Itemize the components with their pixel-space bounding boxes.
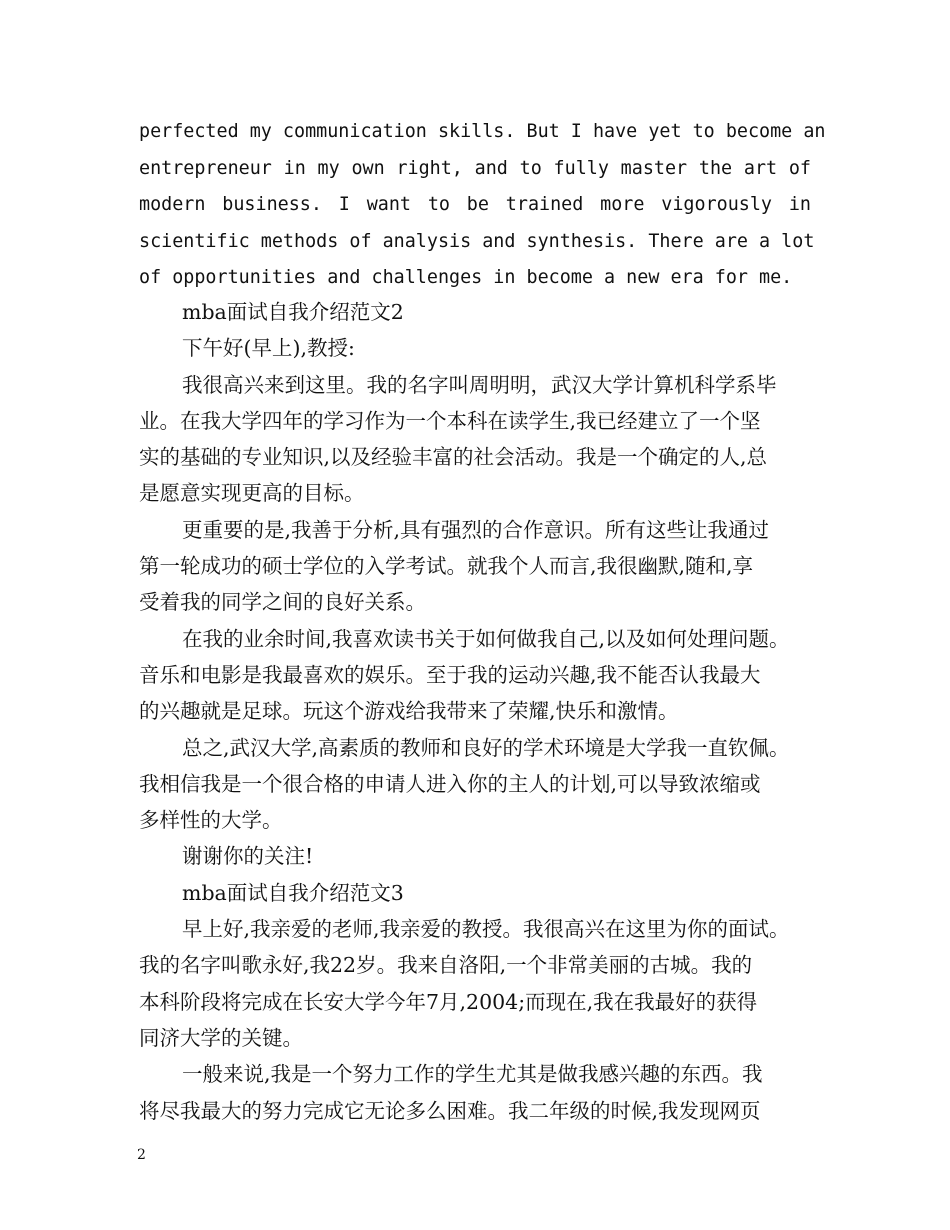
- body-line: 将尽我最大的努力完成它无论多么困难。我二年级的时候,我发现网页: [139, 1098, 761, 1123]
- body-line: 总之,武汉大学,高素质的教师和良好的学术环境是大学我一直钦佩。: [182, 735, 790, 760]
- english-line: scientific methods of analysis and synthesis. There are a lot: [139, 230, 815, 252]
- english-line: entrepreneur in my own right, and to fully master the art of: [139, 157, 811, 179]
- english-line: perfected my communication skills. But I have yet to become an: [139, 121, 826, 142]
- body-line: 我相信我是一个很合格的申请人进入你的主人的计划,可以导致浓缩或: [139, 771, 761, 796]
- body-line: 业。在我大学四年的学习作为一个本科在读学生,我已经建立了一个坚: [139, 408, 761, 433]
- body-line: 受着我的同学之间的良好关系。: [139, 590, 426, 615]
- body-line: 谢谢你的关注!: [182, 844, 314, 869]
- page-number: 2: [137, 1147, 146, 1163]
- body-line: 音乐和电影是我最喜欢的娱乐。至于我的运动兴趣,我不能否认我最大: [139, 662, 761, 687]
- body-line: 我很高兴来到这里。我的名字叫周明明，武汉大学计算机科学系毕: [182, 372, 777, 397]
- body-line: 我的名字叫歌永好,我22岁。我来自洛阳,一个非常美丽的古城。我的: [139, 953, 753, 978]
- body-line: 下午好(早上),教授:: [182, 336, 355, 361]
- body-line: 多样性的大学。: [139, 808, 283, 833]
- chinese-body-text: [139, 294, 819, 1129]
- body-line: 是愿意实现更高的目标。: [139, 481, 365, 506]
- body-line: mba面试自我介绍范文2: [182, 300, 404, 324]
- body-line: 更重要的是,我善于分析,具有强烈的合作意识。所有这些让我通过: [182, 517, 770, 542]
- body-line: 一般来说,我是一个努力工作的学生尤其是做我感兴趣的东西。我: [182, 1062, 763, 1087]
- body-line: 同济大学的关键。: [139, 1025, 303, 1050]
- body-line: 的兴趣就是足球。玩这个游戏给我带来了荣耀,快乐和激情。: [139, 699, 679, 724]
- body-line: 本科阶段将完成在长安大学今年7月,2004;而现在,我在我最好的获得: [139, 989, 758, 1014]
- body-line: mba面试自我介绍范文3: [182, 880, 404, 905]
- body-line: 在我的业余时间,我喜欢读书关于如何做我自己,以及如何处理问题。: [182, 626, 790, 651]
- body-line: 第一轮成功的硕士学位的入学考试。就我个人而言,我很幽默,随和,享: [139, 554, 754, 579]
- body-line: 早上好,我亲爱的老师,我亲爱的教授。我很高兴在这里为你的面试。: [182, 917, 790, 942]
- body-line: 实的基础的专业知识,以及经验丰富的社会活动。我是一个确定的人,总: [139, 445, 768, 470]
- english-line: modern business. I want to be trained more vigorously in: [139, 194, 811, 215]
- english-paragraph: [139, 114, 826, 297]
- english-line: of opportunities and challenges in become a new era for me.: [139, 267, 793, 288]
